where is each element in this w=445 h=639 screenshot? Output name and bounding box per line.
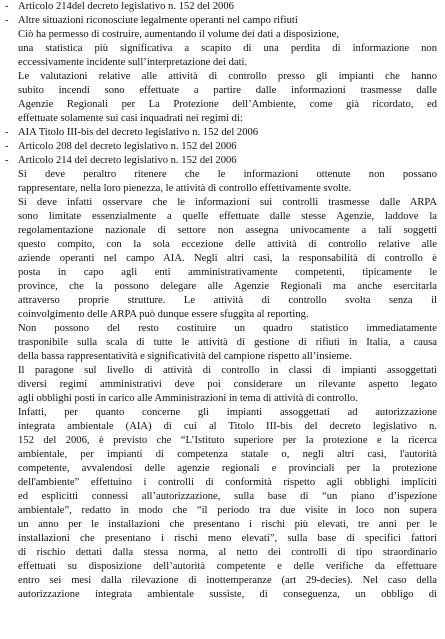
- bullet-line: - Articolo 214del decreto legislativo n. 152 del 2006: [4, 0, 437, 14]
- text-line: competente, avvalendosi delle agenzie regionali e provinciali per la protezione: [18, 463, 437, 474]
- text-line: province, che la possono delegare alle Agenzie Regionali ma anche esercitarla: [18, 281, 437, 292]
- text-line: Ciò ha permesso di costruire, aumentando il volume dei dati a disposizione,: [18, 29, 339, 40]
- bullet-line: - Altre situazioni riconosciute legalmente operanti nel campo rifiuti: [4, 14, 437, 28]
- text-line: regolamentazione nazionale di settore non assegna univocamente a tali soggetti: [18, 225, 437, 236]
- text-line: della bassa rappresentatività e significatività del campione rispetto all’insieme.: [18, 351, 352, 362]
- text-line: aziende operanti nel campo AIA. Negli altri casi, la responsabilità di controllo è: [18, 253, 437, 264]
- text-line: sono limitate essenzialmente a quelle effettuate dalle stesse Agenzie, laddove la: [18, 211, 437, 222]
- text-line: integrata ambientale (AIA) di cui al Titolo III-bis del decreto legislativo n.: [18, 421, 437, 432]
- text-line: trasponibile sulla scala di tutte le attività di gestione di rifiuti in Italia, a causa: [18, 337, 437, 348]
- text-line: rappresentare, nella loro pienezza, le attività di controllo effettivamente svolte.: [18, 183, 352, 194]
- bullet-line: - Articolo 214 del decreto legislativo n. 152 del 2006: [4, 154, 437, 168]
- text-line: Si deve infatti osservare che le informazioni sui controlli trasmesse dalle ARPA: [18, 197, 437, 208]
- text-line: Si deve peraltro ritenere che le informazioni ottenute non possano: [18, 169, 437, 180]
- text-line: di rischio dettati dalla stessa norma, al netto dei controlli di tipo straordinario: [18, 547, 437, 558]
- text-line: una statistica più significativa a scapito di una perdita di informazione non: [18, 43, 437, 54]
- text-line: Non possono del resto costituire un quadro statistico immediatamente: [18, 323, 437, 334]
- text-line: Il paragone sul livello di attività di controllo in classi di impianti assoggettati: [18, 365, 437, 376]
- text-line: ambientale”, redatto in modo che “il periodo tra due visite in loco non supera: [18, 505, 437, 516]
- text-line: autorizzazione integrata ambientale sussiste, di conseguenza, un obbligo di: [18, 589, 437, 600]
- text-line: posta in capo agli enti amministrativamente competenti, tipicamente le: [18, 267, 437, 278]
- text-line: dell'ambiente” effettuino i controlli di conformità rispetto agli obblighi impliciti: [18, 477, 437, 488]
- text-line: Infatti, per quanto concerne gli impianti assoggettati ad autorizzazione: [18, 407, 437, 418]
- text-line: agli obblighi posti in carico alle Amministrazioni in tema di attività di controllo.: [18, 393, 358, 404]
- text-line: ed esplicitti connessi all’autorizzazione, sulla base di “un piano d’ispezione: [18, 491, 437, 502]
- text-line: ambientale, per impianti di competenza statale o, negli altri casi, l'autorità: [18, 449, 437, 460]
- text-line: diversi regimi amministrativi deve poi considerare un rilevante aspetto legato: [18, 379, 437, 390]
- text-line: Le valutazioni relative alle attività di controllo presso gli impianti che hanno: [18, 71, 437, 82]
- text-line: 152 del 2006, è previsto che “L’Istituto superiore per la protezione e la ricerca: [18, 435, 437, 446]
- text-line: Agenzie Regionali per La Protezione dell’Ambiente, come già ricordato, ed: [18, 99, 437, 110]
- text-line: attraverso proprie strutture. Le attività di controllo svolta senza il: [18, 295, 437, 306]
- text-line: questo compito, con la sola eccezione delle attività di controllo relative alle: [18, 239, 437, 250]
- text-line: coinvolgimento delle ARPA può dunque essere sfuggita al reporting.: [18, 309, 309, 320]
- text-line: eccessivamente incidente sull’interpretazione dei dati.: [18, 57, 248, 68]
- text-line: subito incendi sono effettuate a partire dalle informazioni trasmesse dalle: [18, 85, 437, 96]
- text-line: un anno per le installazioni che presentano i rischi più elevati, tre anni per le: [18, 519, 437, 530]
- text-line: entro sei mesi dalla rilevazione di inottemperanze (art 29-decies). Nel caso della: [18, 575, 437, 586]
- text-line: effettuati su disposizione dell’autorità competente e delle verifiche da effettuare: [18, 561, 437, 572]
- text-line: installazioni che presentano i rischi meno elevati”, sulla base di specifici fattori: [18, 533, 437, 544]
- bullet-line: - AIA Titolo III-bis del decreto legislativo n. 152 del 2006: [4, 126, 437, 140]
- bullet-line: - Articolo 208 del decreto legislativo n. 152 del 2006: [4, 140, 437, 154]
- text-line: effettuate solamente sui casi inquadrati nei regimi di:: [18, 113, 243, 124]
